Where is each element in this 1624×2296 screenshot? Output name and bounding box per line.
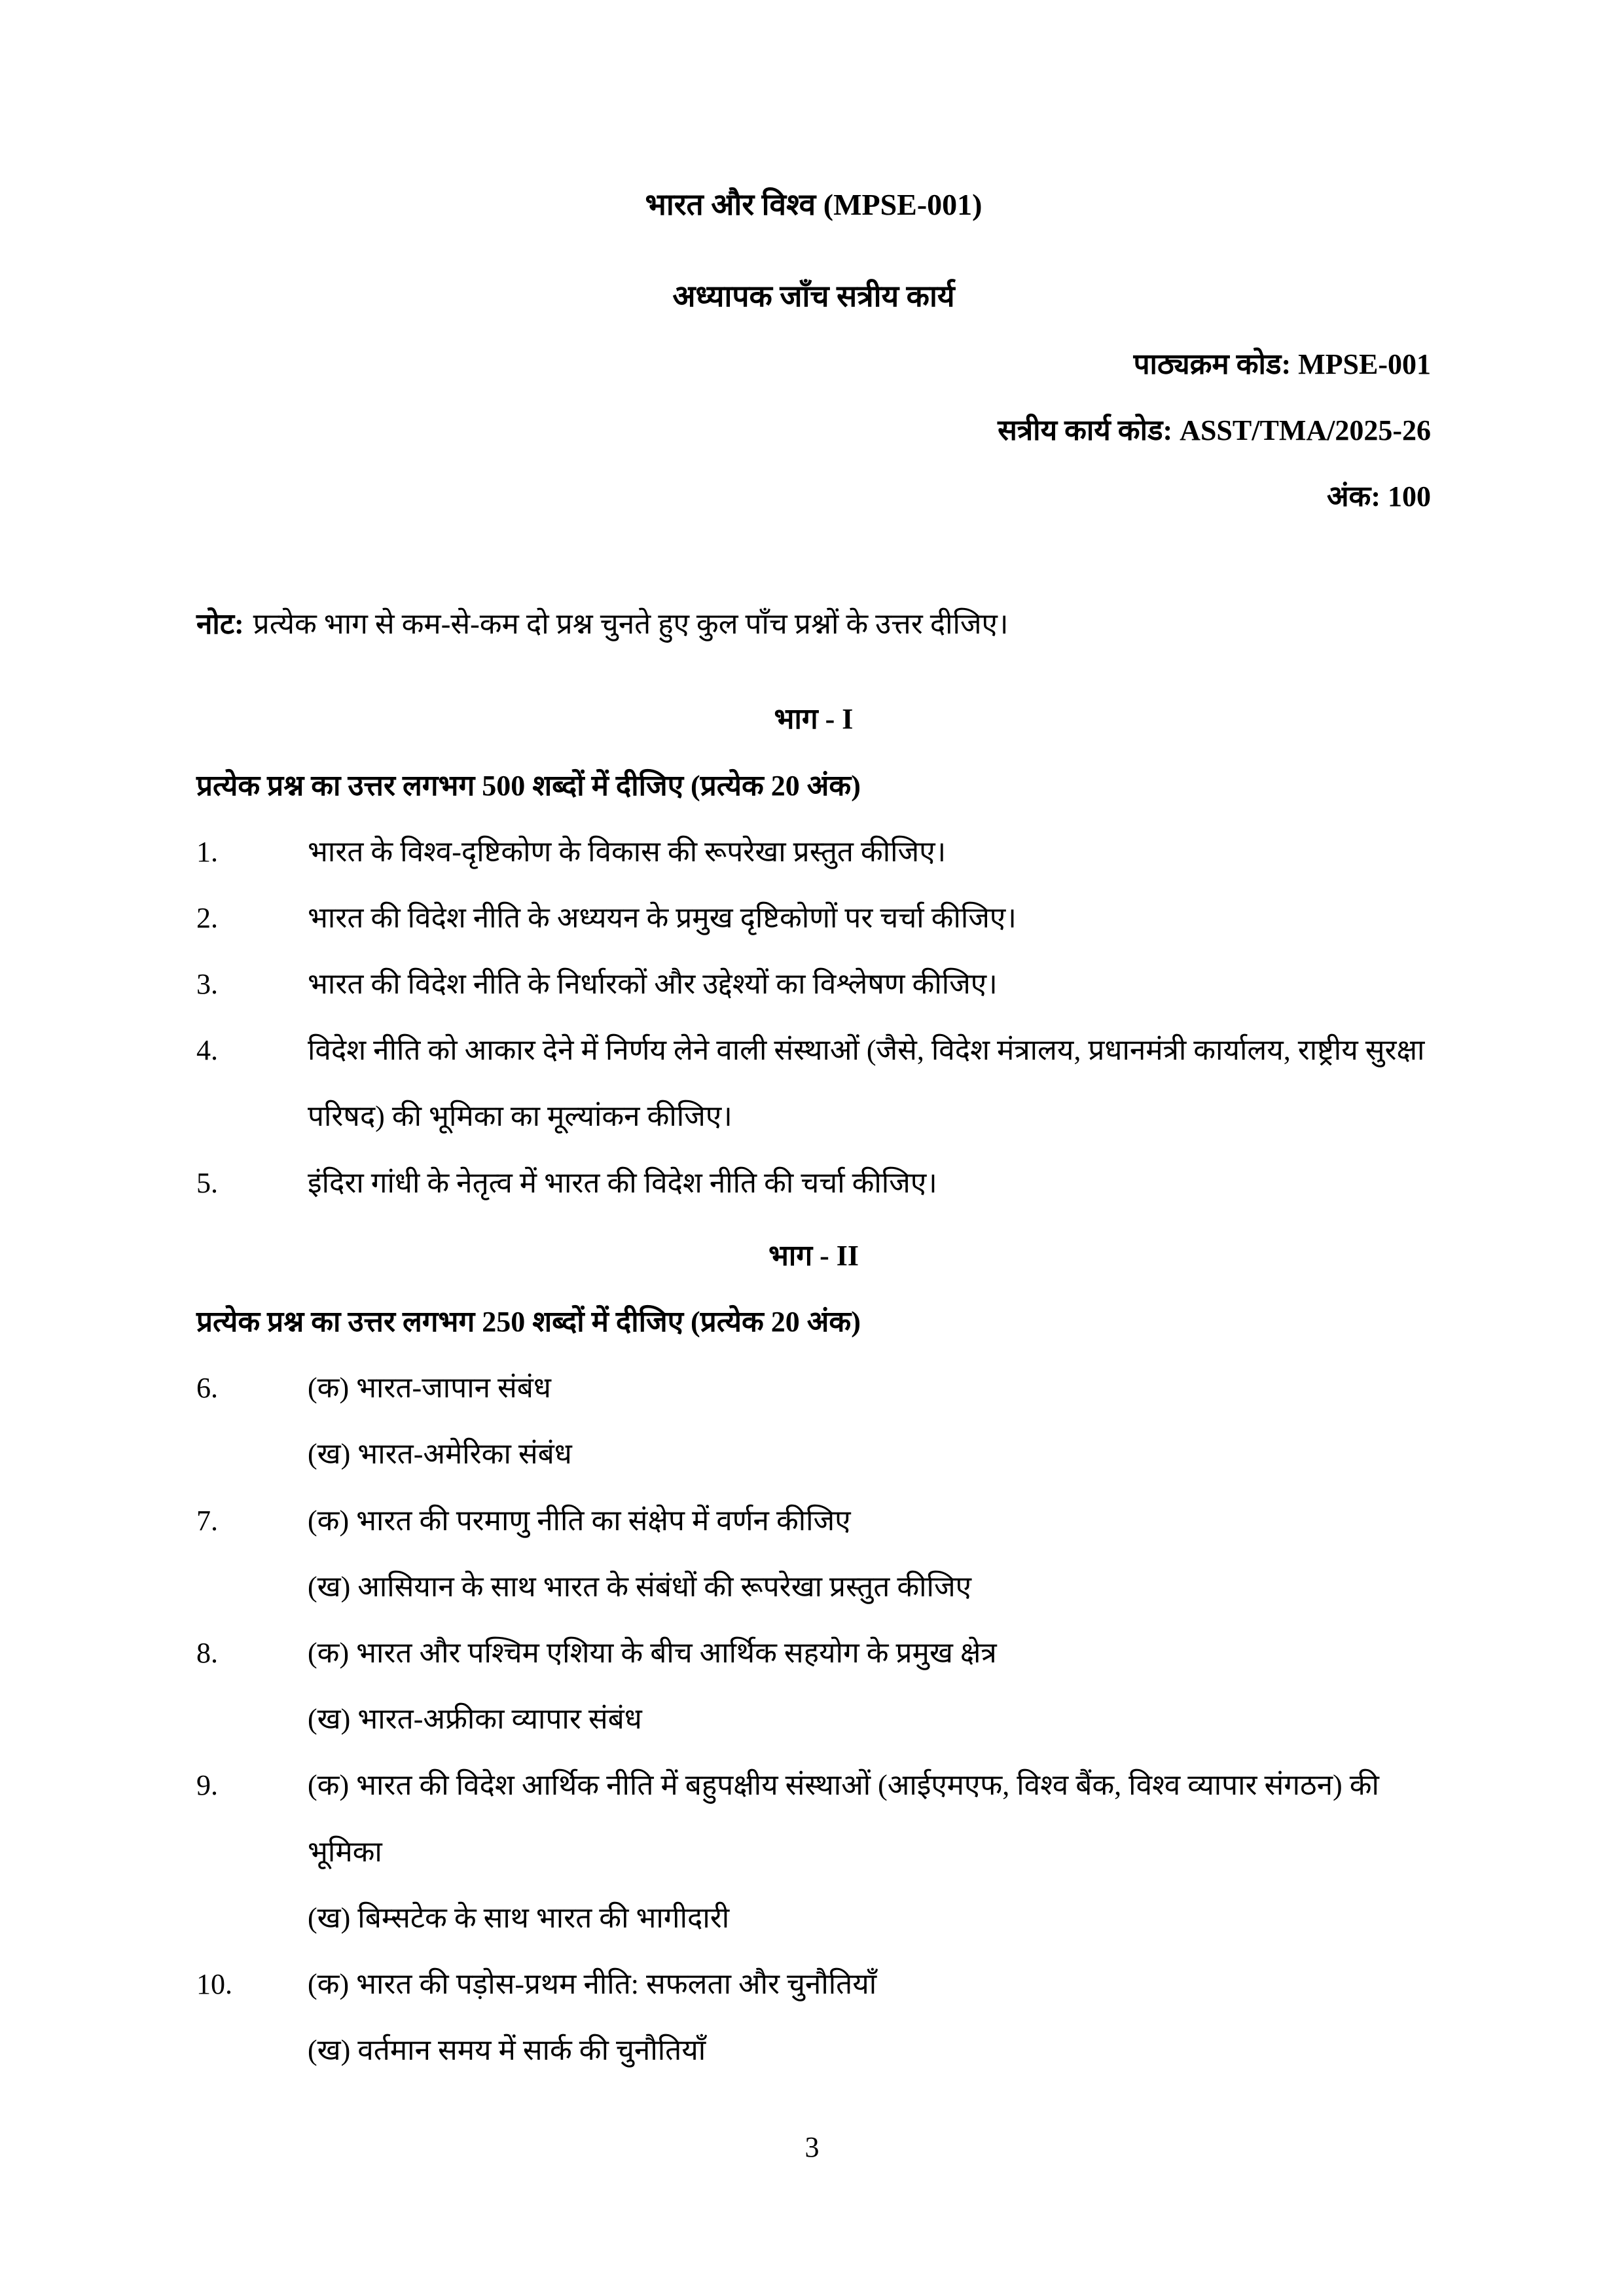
question-part-b: (ख) आसियान के साथ भारत के संबंधों की रूपरेखा प्रस्तुत कीजिए — [308, 1570, 971, 1603]
marks-line: अंक: 100 — [1326, 480, 1431, 512]
question-row-6a — [196, 1355, 1431, 1421]
question-number: 6. — [196, 1372, 218, 1405]
question-number: 7. — [196, 1504, 218, 1537]
part1-instruction: प्रत्येक प्रश्न का उत्तर लगभग 500 शब्दों में दीजिए (प्रत्येक 20 अंक) — [196, 769, 861, 802]
question-row-7b — [196, 1554, 1431, 1620]
question-part-a: (क) भारत की पड़ोस-प्रथम नीति: सफलता और चुनौतियाँ — [308, 1967, 877, 2000]
note-label: नोट: — [196, 608, 244, 641]
question-number: 2. — [196, 901, 218, 934]
question-row-1 — [196, 819, 1431, 885]
question-row-8a — [196, 1620, 1431, 1686]
question-number: 9. — [196, 1769, 218, 1802]
question-number: 3. — [196, 968, 218, 1001]
part2-instruction: प्रत्येक प्रश्न का उत्तर लगभग 250 शब्दों में दीजिए (प्रत्येक 20 अंक) — [196, 1306, 861, 1338]
note-paragraph — [196, 591, 1431, 657]
question-part-b: (ख) बिम्सटेक के साथ भारत की भागीदारी — [308, 1901, 730, 1934]
question-text: इंदिरा गांधी के नेतृत्व में भारत की विदेश नीति की चर्चा कीजिए। — [308, 1166, 937, 1199]
question-part-a: (क) भारत की परमाणु नीति का संक्षेप में वर्णन कीजिए — [308, 1504, 851, 1537]
question-row-6b — [196, 1421, 1431, 1487]
question-text: भारत की विदेश नीति के अध्ययन के प्रमुख दृष्टिकोणों पर चर्चा कीजिए। — [308, 901, 1017, 934]
question-row-3 — [196, 951, 1431, 1017]
question-text: भारत के विश्व-दृष्टिकोण के विकास की रूपरेखा प्रस्तुत कीजिए। — [308, 835, 947, 868]
question-part-a: (क) भारत और पश्चिम एशिया के बीच आर्थिक सहयोग के प्रमुख क्षेत्र — [308, 1636, 997, 1669]
question-number: 4. — [196, 1034, 218, 1067]
question-row-8b — [196, 1686, 1431, 1752]
question-row-10a — [196, 1951, 1431, 2017]
question-text: भारत की विदेश नीति के निर्धारकों और उद्देश्यों का विश्लेषण कीजिए। — [308, 968, 998, 1001]
question-row-2 — [196, 885, 1431, 951]
course-code-line: पाठ्यक्रम कोड: MPSE-001 — [1133, 348, 1431, 380]
question-number: 5. — [196, 1166, 218, 1199]
question-row-5 — [196, 1150, 1431, 1216]
page-number: 3 — [804, 2131, 820, 2163]
part1-heading: भाग - I — [774, 703, 854, 736]
question-part-b: (ख) वर्तमान समय में सार्क की चुनौतियाँ — [308, 2034, 706, 2067]
part2-heading: भाग - II — [768, 1239, 859, 1272]
question-part-a: (क) भारत-जापान संबंध — [308, 1372, 551, 1405]
question-row-9b — [196, 1885, 1431, 1951]
question-number: 8. — [196, 1636, 218, 1669]
question-part-b: (ख) भारत-अफ्रीका व्यापार संबंध — [308, 1703, 642, 1736]
assignment-code-line: सत्रीय कार्य कोड: ASST/TMA/2025-26 — [998, 414, 1431, 446]
question-text: विदेश नीति को आकार देने में निर्णय लेने वाली संस्थाओं (जैसे, विदेश मंत्रालय, प्रधानमंत्री कार्यालय, राष्ट्रीय सुरक्षा परिषद) की भूमिका का मूल्यांकन कीजिए। — [308, 1034, 1425, 1133]
page-subtitle: अध्यापक जाँच सत्रीय कार्य — [672, 279, 955, 313]
question-row-7a — [196, 1488, 1431, 1554]
question-row-4 — [196, 1017, 1431, 1149]
question-part-b: (ख) भारत-अमेरिका संबंध — [308, 1438, 572, 1471]
question-number: 1. — [196, 835, 218, 868]
question-row-9a — [196, 1752, 1431, 1884]
question-part-a: (क) भारत की विदेश आर्थिक नीति में बहुपक्षीय संस्थाओं (आईएमएफ, विश्व बैंक, विश्व व्यापार संगठन) की भूमिका — [308, 1769, 1379, 1868]
page-title: भारत और विश्व (MPSE-001) — [645, 188, 983, 221]
question-row-10b — [196, 2017, 1431, 2083]
note-text: प्रत्येक भाग से कम-से-कम दो प्रश्न चुनते हुए कुल पाँच प्रश्नों के उत्तर दीजिए। — [253, 608, 1009, 641]
question-number: 10. — [196, 1967, 232, 2000]
